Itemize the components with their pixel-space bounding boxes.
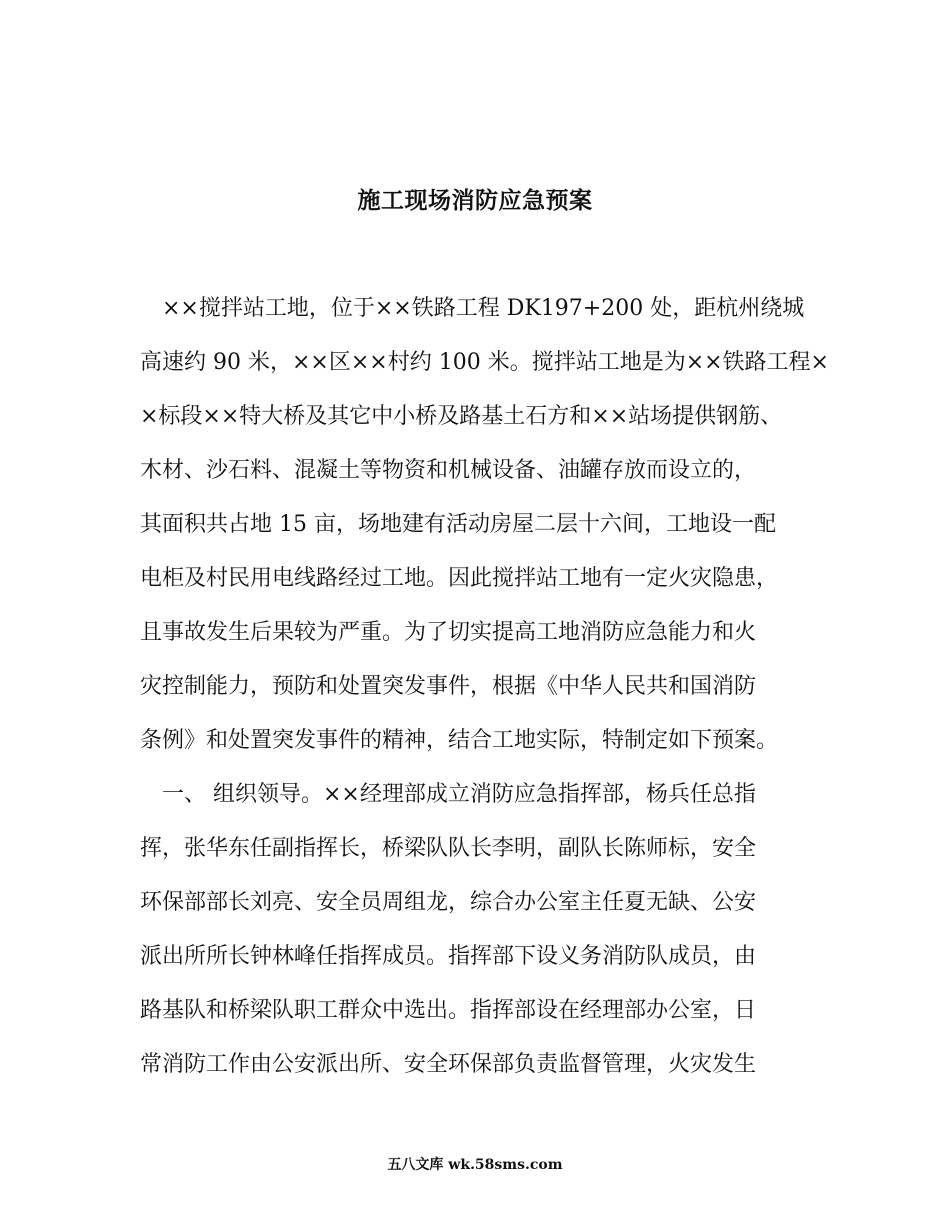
body-line-14: 路基队和桥梁队职工群众中选出。指挥部设在经理部办公室，日: [140, 998, 757, 1023]
body-line-9: 条例》和处置突发事件的精神，结合工地实际，特制定如下预案。: [140, 728, 779, 753]
body-line-11: 挥，张华东任副指挥长，桥梁队队长李明，副队长陈师标，安全: [140, 836, 757, 861]
body-line-2: 高速约 90 米，××区××村约 100 米。搅拌站工地是为××铁路工程×: [140, 350, 829, 375]
body-line-1: ××搅拌站工地，位于××铁路工程 DK197+200 处，距杭州绕城: [140, 296, 805, 321]
document-title: 施工现场消防应急预案: [357, 187, 593, 214]
body-line-4: 木材、沙石料、混凝土等物资和机械设备、油罐存放而设立的，: [140, 458, 757, 483]
body-line-6: 电柜及村民用电线路经过工地。因此搅拌站工地有一定火灾隐患，: [140, 566, 779, 591]
body-line-13: 派出所所长钟林峰任指挥成员。指挥部下设义务消防队成员，由: [140, 944, 757, 969]
body-line-3: ×标段××特大桥及其它中小桥及路基土石方和××站场提供钢筋、: [140, 404, 783, 429]
footer-watermark: 五八文库 wk.58sms.com: [387, 1157, 563, 1173]
body-line-12: 环保部部长刘亮、安全员周组龙，综合办公室主任夏无缺、公安: [140, 890, 757, 915]
body-line-7: 且事故发生后果较为严重。为了切实提高工地消防应急能力和火: [140, 620, 757, 645]
body-line-15: 常消防工作由公安派出所、安全环保部负责监督管理，火灾发生: [140, 1052, 757, 1077]
body-line-5: 其面积共占地 15 亩，场地建有活动房屋二层十六间，工地设一配: [140, 512, 776, 537]
section-heading-line-1: 一、 组织领导。××经理部成立消防应急指挥部，杨兵任总指: [140, 782, 756, 807]
body-line-8: 灾控制能力，预防和处置突发事件，根据《中华人民共和国消防: [140, 674, 757, 699]
